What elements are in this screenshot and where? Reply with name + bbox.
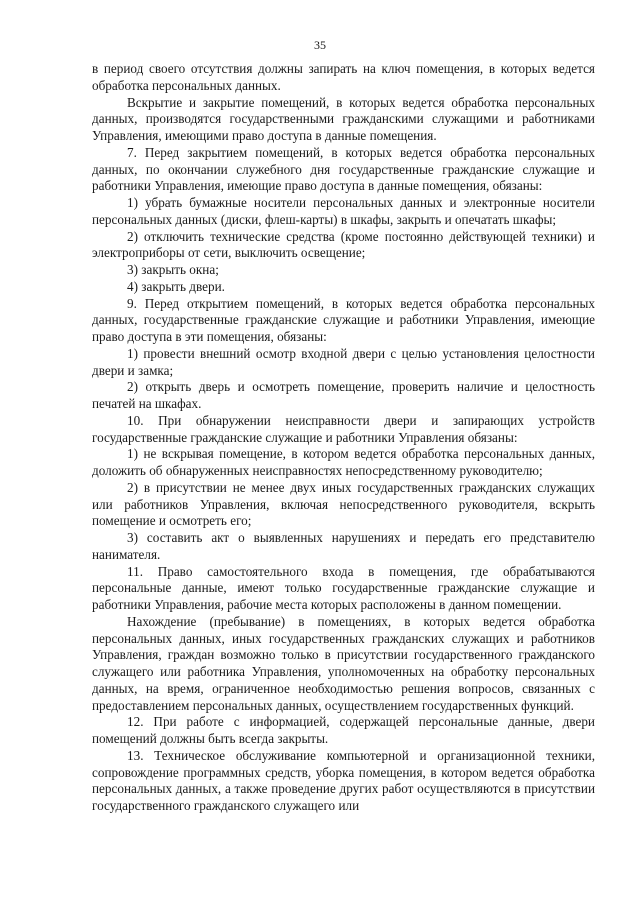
page-number: 35 — [314, 38, 326, 52]
paragraph-item-9-1: 1) провести внешний осмотр входной двери с целью установления целостности двери и замка; — [92, 345, 595, 378]
paragraph-item-13: 13. Техническое обслуживание компьютерной и организационной техники, сопровождение программных средств, уборка помещения, в котором ведется обработка персональных данных, а также проведение других работ осуществляются в присутствии государственного гражданского служащего или — [92, 747, 595, 813]
paragraph-item-7-1: 1) убрать бумажные носители персональных данных и электронные носители персональных данных (диски, флеш-карты) в шкафы, закрыть и опечатать шкафы; — [92, 195, 595, 227]
paragraph-item-9-2: 2) открыть дверь и осмотреть помещение, проверить наличие и целостность печатей на шкафах. — [92, 379, 595, 411]
paragraph-item-7: 7. Перед закрытием помещений, в которых ведется обработка персональных данных, по окончании служебного дня государственные гражданские служащие и работники Управления, имеющие право доступа в данные помещения, обязаны: — [92, 144, 595, 194]
paragraph-item-9: 9. Перед открытием помещений, в которых ведется обработка персональных данных, государственные гражданские служащие и работники Управления, имеющие право доступа в эти помещения, обязаны: — [92, 295, 595, 344]
paragraph-item-7-4: 4) закрыть двери. — [127, 278, 225, 294]
paragraph-item-10-3: 3) составить акт о выявленных нарушениях и передать его представителю нанимателя. — [92, 530, 595, 562]
paragraph-item-7-2: 2) отключить технические средства (кроме постоянно действующей техники) и электроприборы от сети, выключить освещение; — [92, 228, 595, 261]
paragraph-item-11: 11. Право самостоятельного входа в помещения, где обрабатываются персональные данные, имеют только государственные гражданские служащие и работники Управления, рабочие места которых расположены в данном помещении. — [92, 563, 595, 612]
paragraph-presence-rule: Нахождение (пребывание) в помещениях, в которых ведется обработка персональных данных, иных государственных гражданских служащих и работников Управления, граждан возможно только в присутствии государственного гражданского служащего или работника Управления, уполномоченных на обработку персональных данных, на время, ограниченное необходимостью решения вопросов, связанных с предоставлением персональных данных, осуществлением государственных функций. — [92, 613, 595, 713]
paragraph-item-10-1: 1) не вскрывая помещение, в котором ведется обработка персональных данных, доложить об обнаруженных неисправностях непосредственному руководителю; — [92, 446, 595, 478]
paragraph-item-12: 12. При работе с информацией, содержащей персональные данные, двери помещений должны быть всегда закрыты. — [92, 714, 595, 746]
paragraph-office-locking: в период своего отсутствия должны запирать на ключ помещения, в которых ведется обработка персональных данных. — [92, 61, 595, 93]
document-body — [92, 61, 595, 815]
paragraph-item-10: 10. При обнаружении неисправности двери и запирающих устройств государственные гражданские служащие и работники Управления обязаны: — [92, 412, 595, 445]
paragraph-item-10-2: 2) в присутствии не менее двух иных государственных гражданских служащих или работников Управления, включая непосредственного руководителя, вскрыть помещение и осмотреть его; — [92, 479, 595, 529]
paragraph-opening-closing: Вскрытие и закрытие помещений, в которых ведется обработка персональных данных, производятся государственными гражданскими служащими и работниками Управления, имеющими право доступа в данные помещения. — [92, 94, 595, 143]
paragraph-item-7-3: 3) закрыть окна; — [127, 262, 219, 277]
